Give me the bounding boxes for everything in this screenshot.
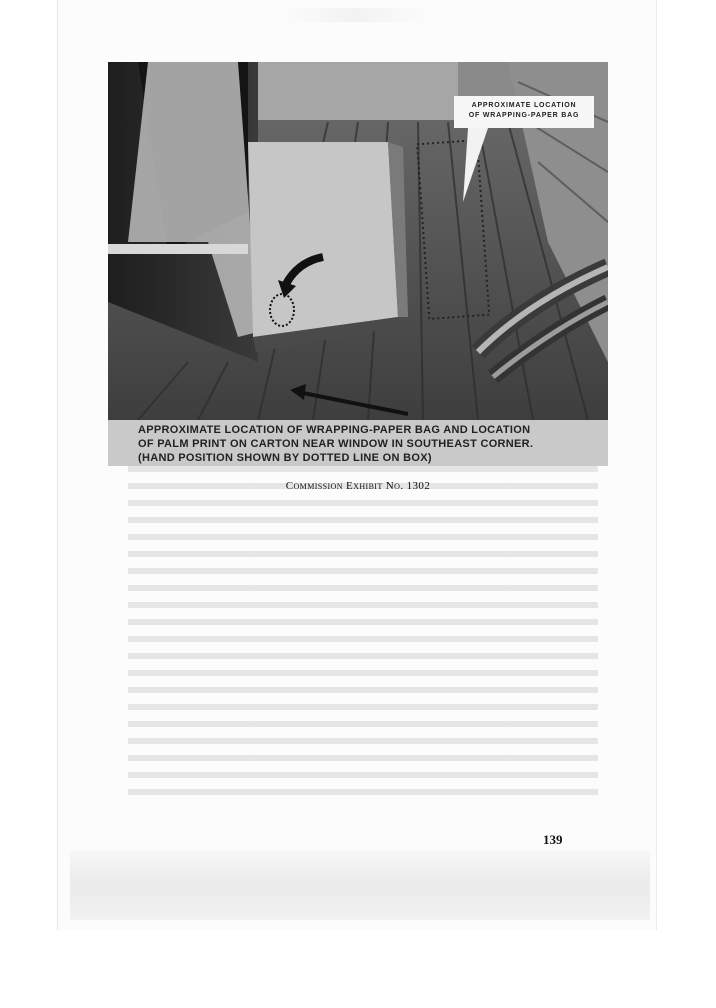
callout-label [454, 96, 594, 128]
header-smudge [280, 8, 430, 22]
carton [248, 142, 398, 337]
callout-line-2: OF WRAPPING-PAPER BAG [468, 112, 580, 119]
caption-line-2: OF PALM PRINT ON CARTON NEAR WINDOW IN SOUTHEAST CORNER. [138, 438, 534, 450]
scan-shadow [70, 850, 650, 920]
bleed-through-text [128, 466, 598, 806]
exhibit-label: Commission Exhibit No. 1302 [285, 480, 431, 492]
caption-line-1: APPROXIMATE LOCATION OF WRAPPING-PAPER BAG AND LOCATION [138, 424, 531, 436]
caption-line-3: (HAND POSITION SHOWN BY DOTTED LINE ON BOX) [138, 452, 432, 464]
exhibit-photo [108, 62, 608, 420]
callout-line-1: APPROXIMATE LOCATION [471, 102, 577, 109]
photo-caption [108, 420, 608, 466]
page-number: 139 [543, 832, 563, 847]
